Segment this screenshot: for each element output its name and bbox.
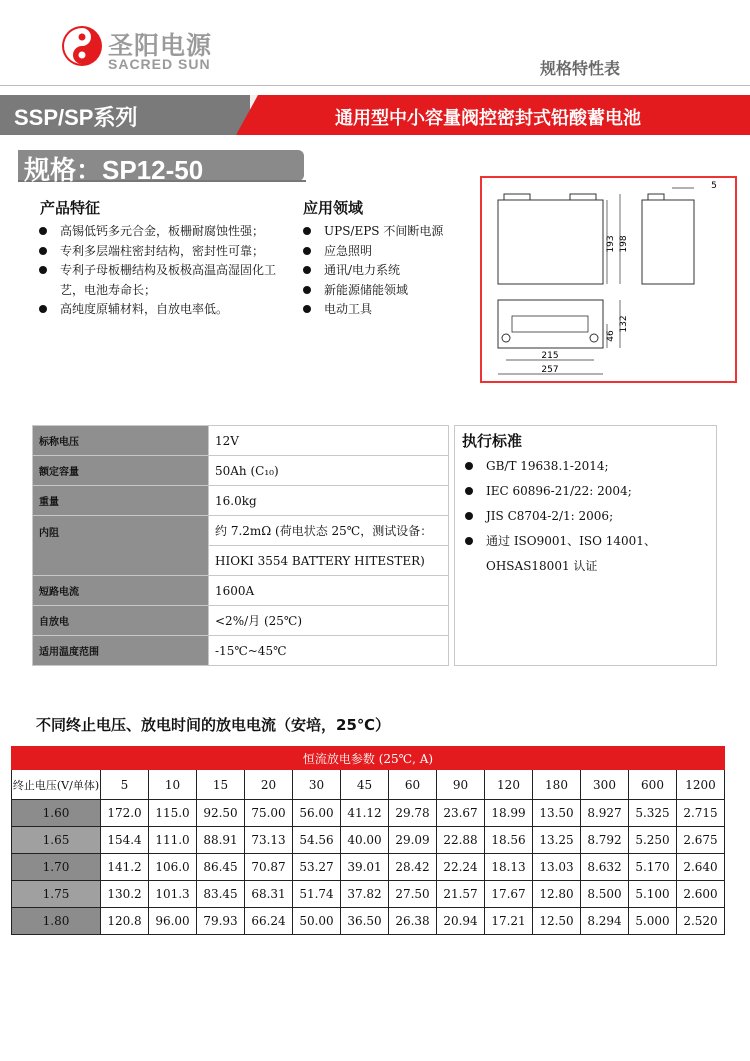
spec-key: 适用温度范围 [33, 636, 209, 666]
current-cell: 13.50 [533, 800, 581, 827]
current-cell: 92.50 [197, 800, 245, 827]
spec-value: 12V [209, 426, 449, 456]
bullet-icon [39, 227, 47, 235]
current-cell: 36.50 [341, 908, 389, 935]
spec-row [33, 576, 449, 606]
current-cell: 27.50 [389, 881, 437, 908]
applications-list [300, 222, 480, 320]
dim-length-257: 257 [541, 365, 559, 375]
spec-value: <2%/月 (25℃) [209, 606, 449, 636]
spec-row [33, 636, 449, 666]
features-title: 产品特征 [40, 199, 101, 217]
current-cell: 12.50 [533, 908, 581, 935]
current-cell: 172.0 [101, 800, 149, 827]
discharge-header-row [12, 747, 725, 770]
current-cell: 39.01 [341, 854, 389, 881]
feature-item: 高锡低钙多元合金，板栅耐腐蚀性强； [36, 222, 284, 242]
spec-value: 1600A [209, 576, 449, 606]
application-item: 通讯/电力系统 [300, 261, 480, 281]
current-cell: 28.42 [389, 854, 437, 881]
application-item: 应急照明 [300, 242, 480, 262]
time-column: 300 [581, 770, 629, 800]
bullet-icon [465, 487, 473, 495]
current-cell: 22.24 [437, 854, 485, 881]
current-cell: 2.520 [677, 908, 725, 935]
current-cell: 83.45 [197, 881, 245, 908]
brand-name-cn: 圣阳电源 [108, 31, 213, 60]
standards-title: 执行标准 [462, 432, 523, 450]
applications-title: 应用领域 [303, 199, 364, 217]
brand-name-en: SACRED SUN [108, 56, 211, 72]
features-list [36, 222, 284, 320]
discharge-time-row [12, 770, 725, 800]
application-item: UPS/EPS 不间断电源 [300, 222, 480, 242]
bullet-icon [465, 462, 473, 470]
current-cell: 13.25 [533, 827, 581, 854]
current-cell: 18.99 [485, 800, 533, 827]
current-cell: 88.91 [197, 827, 245, 854]
current-cell: 111.0 [149, 827, 197, 854]
spec-row [33, 606, 449, 636]
current-cell: 130.2 [101, 881, 149, 908]
time-column: 45 [341, 770, 389, 800]
current-cell: 5.170 [629, 854, 677, 881]
current-cell: 5.100 [629, 881, 677, 908]
current-cell: 5.325 [629, 800, 677, 827]
current-cell: 26.38 [389, 908, 437, 935]
time-column: 5 [101, 770, 149, 800]
current-cell: 54.56 [293, 827, 341, 854]
time-column: 1200 [677, 770, 725, 800]
current-cell: 2.600 [677, 881, 725, 908]
voltage-cell: 1.80 [12, 908, 101, 935]
current-cell: 18.56 [485, 827, 533, 854]
series-name: SSP/SP系列 [14, 105, 138, 130]
standard-item: 通过 ISO9001、ISO 14001、OHSAS18001 认证 [462, 529, 716, 579]
product-subtitle: 通用型中小容量阀控密封式铅酸蓄电池 [335, 108, 641, 129]
spec-value: 50Ah (C₁₀) [209, 456, 449, 486]
current-cell: 5.250 [629, 827, 677, 854]
time-column: 15 [197, 770, 245, 800]
current-cell: 13.03 [533, 854, 581, 881]
current-cell: 17.67 [485, 881, 533, 908]
spec-row [33, 456, 449, 486]
current-cell: 120.8 [101, 908, 149, 935]
discharge-header: 恒流放电参数 (25℃, A) [12, 747, 725, 770]
bullet-icon [465, 512, 473, 520]
current-cell: 73.13 [245, 827, 293, 854]
current-cell: 8.792 [581, 827, 629, 854]
current-cell: 2.640 [677, 854, 725, 881]
bullet-icon [303, 305, 311, 313]
dim-terminal-46: 46 [606, 330, 616, 342]
time-column: 600 [629, 770, 677, 800]
table-row [12, 854, 725, 881]
bullet-icon [465, 537, 473, 545]
current-cell: 79.93 [197, 908, 245, 935]
header-divider [0, 85, 750, 86]
current-cell: 21.57 [437, 881, 485, 908]
time-column: 120 [485, 770, 533, 800]
spec-value: 16.0kg [209, 486, 449, 516]
current-cell: 22.88 [437, 827, 485, 854]
spec-value: 约 7.2mΩ (荷电状态 25℃，测试设备： [209, 516, 449, 546]
current-cell: 29.78 [389, 800, 437, 827]
time-column: 90 [437, 770, 485, 800]
table-row [12, 827, 725, 854]
current-cell: 40.00 [341, 827, 389, 854]
voltage-cell: 1.60 [12, 800, 101, 827]
standard-item: IEC 60896-21/22: 2004; [462, 479, 716, 504]
spec-row [33, 516, 449, 546]
dim-terminal-5: 5 [711, 181, 717, 191]
current-cell: 75.00 [245, 800, 293, 827]
application-item: 新能源储能领域 [300, 281, 480, 301]
time-column: 60 [389, 770, 437, 800]
bullet-icon [39, 305, 47, 313]
current-cell: 96.00 [149, 908, 197, 935]
spec-key: 重量 [33, 486, 209, 516]
bullet-icon [303, 286, 311, 294]
table-row [12, 908, 725, 935]
standard-item: JIS C8704-2/1: 2006; [462, 504, 716, 529]
battery-dimension-drawing [480, 176, 737, 383]
spec-table [32, 425, 449, 666]
current-cell: 41.12 [341, 800, 389, 827]
feature-item: 专利多层端柱密封结构，密封性可靠； [36, 242, 284, 262]
voltage-cell: 1.65 [12, 827, 101, 854]
time-column: 180 [533, 770, 581, 800]
table-row [12, 881, 725, 908]
current-cell: 56.00 [293, 800, 341, 827]
sacred-sun-logo-icon [60, 24, 104, 68]
current-cell: 2.715 [677, 800, 725, 827]
bullet-icon [39, 247, 47, 255]
bullet-icon [303, 227, 311, 235]
current-cell: 8.500 [581, 881, 629, 908]
spec-key: 内阻 [33, 516, 209, 576]
standard-item: GB/T 19638.1-2014; [462, 454, 716, 479]
spec-row [33, 426, 449, 456]
current-cell: 141.2 [101, 854, 149, 881]
standards-list [462, 454, 716, 579]
current-cell: 86.45 [197, 854, 245, 881]
current-cell: 2.675 [677, 827, 725, 854]
current-cell: 29.09 [389, 827, 437, 854]
current-cell: 53.27 [293, 854, 341, 881]
discharge-table [11, 746, 725, 935]
current-cell: 5.000 [629, 908, 677, 935]
column-label: 终止电压(V/单体) [12, 770, 101, 800]
current-cell: 37.82 [341, 881, 389, 908]
bullet-icon [39, 266, 47, 274]
current-cell: 50.00 [293, 908, 341, 935]
current-cell: 20.94 [437, 908, 485, 935]
bullet-icon [303, 266, 311, 274]
spec-value: -15℃~45℃ [209, 636, 449, 666]
spec-key: 标称电压 [33, 426, 209, 456]
current-cell: 101.3 [149, 881, 197, 908]
time-column: 30 [293, 770, 341, 800]
dimension-drawing-svg [482, 178, 735, 381]
current-cell: 154.4 [101, 827, 149, 854]
spec-row [33, 486, 449, 516]
current-cell: 66.24 [245, 908, 293, 935]
spec-key: 自放电 [33, 606, 209, 636]
document-type: 规格特性表 [540, 59, 621, 78]
current-cell: 8.927 [581, 800, 629, 827]
current-cell: 18.13 [485, 854, 533, 881]
current-cell: 70.87 [245, 854, 293, 881]
time-column: 10 [149, 770, 197, 800]
dim-height-198: 198 [619, 235, 629, 253]
current-cell: 115.0 [149, 800, 197, 827]
feature-item: 高纯度原辅材料，自放电率低。 [36, 300, 284, 320]
table-row [12, 800, 725, 827]
spec-key: 短路电流 [33, 576, 209, 606]
current-cell: 106.0 [149, 854, 197, 881]
dim-width-132: 132 [619, 315, 629, 333]
current-cell: 23.67 [437, 800, 485, 827]
bullet-icon [303, 247, 311, 255]
current-cell: 51.74 [293, 881, 341, 908]
current-cell: 68.31 [245, 881, 293, 908]
voltage-cell: 1.75 [12, 881, 101, 908]
current-cell: 12.80 [533, 881, 581, 908]
spec-value-continued: HIOKI 3554 BATTERY HITESTER) [209, 546, 449, 576]
feature-item: 专利子母板栅结构及板极高温高湿固化工艺，电池寿命长； [36, 261, 284, 300]
current-cell: 17.21 [485, 908, 533, 935]
spec-key: 额定容量 [33, 456, 209, 486]
current-cell: 8.294 [581, 908, 629, 935]
discharge-title: 不同终止电压、放电时间的放电电流（安培，25℃） [36, 716, 391, 734]
model-name: 规格：SP12-50 [24, 155, 204, 185]
voltage-cell: 1.70 [12, 854, 101, 881]
application-item: 电动工具 [300, 300, 480, 320]
dim-height-193: 193 [606, 235, 616, 253]
time-column: 20 [245, 770, 293, 800]
dim-terminal-215: 215 [541, 351, 559, 361]
current-cell: 8.632 [581, 854, 629, 881]
